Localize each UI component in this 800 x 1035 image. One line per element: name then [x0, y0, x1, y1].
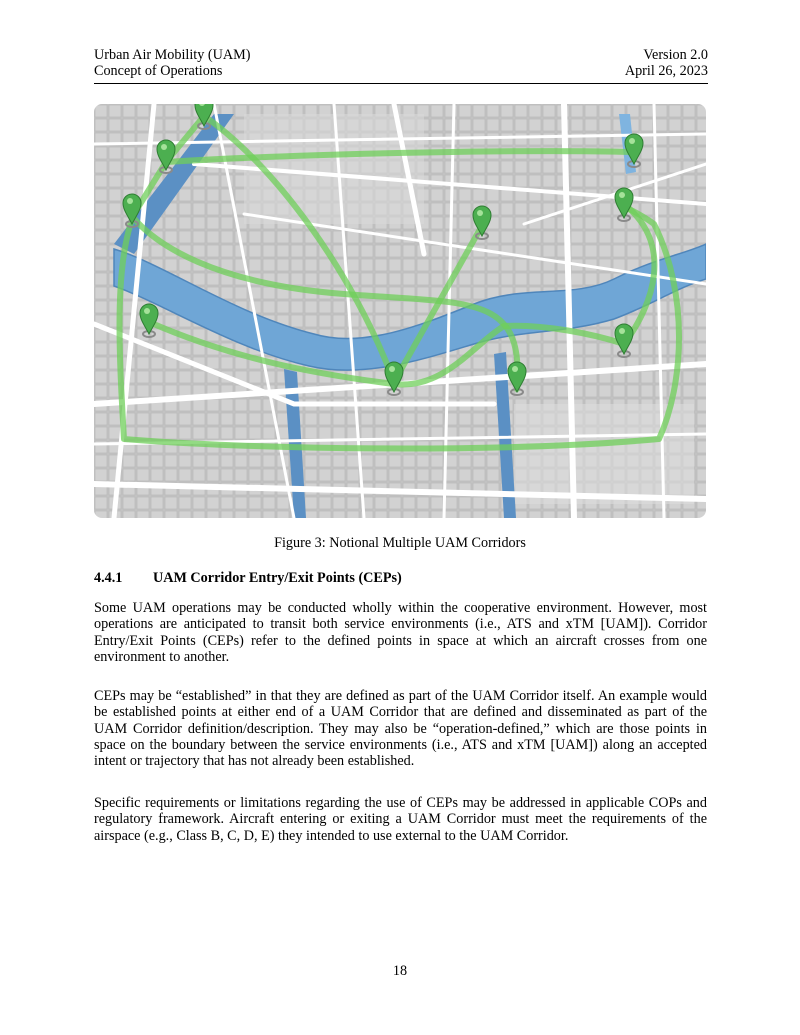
section-number: 4.4.1 [94, 570, 123, 586]
doc-subtitle: Concept of Operations [94, 63, 223, 79]
uam-corridor-map-figure [94, 104, 706, 518]
doc-title: Urban Air Mobility (UAM) [94, 47, 251, 63]
section-title: UAM Corridor Entry/Exit Points (CEPs) [153, 570, 402, 586]
page-number: 18 [392, 963, 408, 979]
city-map [94, 104, 706, 518]
section-heading [94, 570, 706, 587]
doc-date: April 26, 2023 [624, 63, 708, 79]
paragraph: Specific requirements or limitations regarding the use of CEPs may be addressed in applicable COPs and regulatory framework. Aircraft entering or exiting a UAM Corridor must meet the requirements of the airspace (e.g., Class B, C, D, E) they intended to use external to the UAM Corridor. [94, 795, 707, 844]
paragraph: Some UAM operations may be conducted wholly within the cooperative environment. However, most operations are anticipated to transit both service environments (i.e., ATS and xTM [UAM]). Corridor Entry/Exit Points (CEPs) refer to the defined points in space at which an aircraft crosses from one environment to another. [94, 600, 707, 665]
page-header [94, 47, 708, 79]
doc-version: Version 2.0 [643, 47, 708, 63]
figure-caption: Figure 3: Notional Multiple UAM Corridors [274, 535, 526, 551]
header-rule [94, 83, 708, 84]
paragraph: CEPs may be “established” in that they are defined as part of the UAM Corridor itself. An example would be established points at either end of a UAM Corridor that are defined and disseminated as part of the UAM Corridor definition/description. They may also be “operation-defined,” which are those points in space on the boundary between the service environments (i.e., ATS and xTM [UAM]) along an accepted intent or trajectory that has not already been established. [94, 688, 707, 770]
